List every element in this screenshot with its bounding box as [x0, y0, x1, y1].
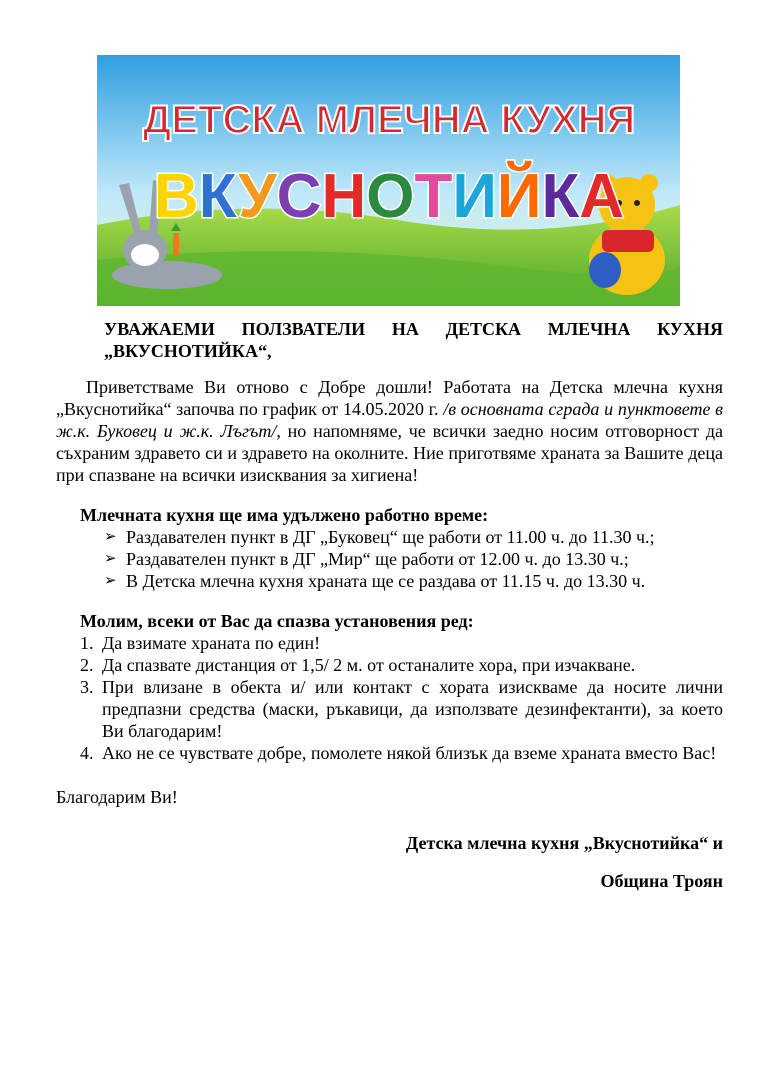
list-item: [80, 742, 723, 764]
signature-line1: Детска млечна кухня „Вкуснотийка“ и: [405, 833, 723, 853]
list-item: [104, 570, 723, 592]
rule-text: Да спазвате дистанция от 1,5/ 2 м. от останалите хора, при изчакване.: [102, 655, 636, 675]
banner-line1: ДЕТСКА МЛЕЧНА КУХНЯ: [142, 98, 636, 142]
banner-letter: Й: [496, 162, 542, 231]
rule-number: 4.: [80, 743, 94, 763]
banner-letter: С: [276, 162, 322, 231]
banner-letter: Н: [321, 162, 367, 231]
rule-number: 2.: [80, 655, 94, 675]
notice-body: [56, 318, 723, 892]
list-item: [104, 526, 723, 548]
list-item: [80, 676, 723, 742]
rule-number: 1.: [80, 633, 94, 653]
banner-letter: К: [198, 162, 239, 231]
banner-letter: А: [579, 162, 625, 231]
rules-title: Молим, всеки от Вас да спазва установения ред:: [80, 611, 474, 631]
heading-line1: УВАЖАЕМИ ПОЛЗВАТЕЛИ НА ДЕТСКА МЛЕЧНА КУХНЯ: [104, 319, 723, 339]
banner-letter: И: [452, 162, 497, 231]
rule-text: При влизане в обекта и/ или контакт с хората изискваме да носите лични предпазни средства (маски, ръкавици, да използвате дезинфектанти), за което Ви благодарим!: [102, 677, 723, 741]
hours-list: [56, 526, 723, 592]
banner-illustration: [97, 55, 680, 306]
rules-list: [56, 632, 723, 764]
banner-letter: У: [238, 162, 277, 231]
list-item: [104, 548, 723, 570]
banner-line2: [154, 161, 624, 231]
banner-letter: О: [366, 162, 415, 231]
list-item: [80, 654, 723, 676]
arrow-bullet-icon: ➢: [104, 551, 117, 567]
banner-image: [97, 55, 680, 306]
rule-text: Ако не се чувствате добре, помолете някой близък да вземе храната вместо Вас!: [102, 743, 717, 763]
intro-text-italic: /в основната сграда и пунктовете в ж.к. Буковец и ж.к. Лъгът/,: [56, 399, 723, 441]
arrow-bullet-icon: ➢: [104, 573, 117, 589]
banner-letter: Т: [414, 162, 453, 231]
hours-title: Млечната кухня ще има удължено работно време:: [80, 505, 489, 525]
list-item: [80, 632, 723, 654]
hours-item-text: В Детска млечна кухня храната ще се раздава от 11.15 ч. до 13.30 ч.: [126, 571, 646, 591]
banner-letter: В: [153, 162, 199, 231]
hours-item-text: Раздавателен пункт в ДГ „Буковец“ ще работи от 11.00 ч. до 11.30 ч.;: [126, 527, 655, 547]
rule-number: 3.: [80, 677, 94, 697]
intro-text-a: Приветстваме Ви отново с Добре дошли! Работата на Детска млечна кухня „Вкуснотийка“ започва по график от 14.05.2020 г.: [56, 377, 723, 419]
arrow-bullet-icon: ➢: [104, 529, 117, 545]
rule-text: Да взимате храната по един!: [102, 633, 321, 653]
thanks-text: Благодарим Ви!: [56, 787, 178, 807]
notice-heading: [104, 318, 723, 362]
intro-paragraph: [56, 376, 723, 486]
intro-text-b: но напомняме, че всички заедно носим отговорност да съхраним здравето си и здравето на околните. Ние приготвяме храната за Вашите деца при спазване на всички изисквания за хигиена!: [56, 421, 723, 485]
signature-line2: Община Троян: [600, 871, 723, 891]
banner-line2-text: [154, 161, 624, 231]
hours-item-text: Раздавателен пункт в ДГ „Мир“ ще работи от 12.00 ч. до 13.30 ч.;: [126, 549, 629, 569]
heading-line2: „ВКУСНОТИЙКА“,: [104, 341, 272, 361]
banner-letter: К: [541, 162, 580, 231]
